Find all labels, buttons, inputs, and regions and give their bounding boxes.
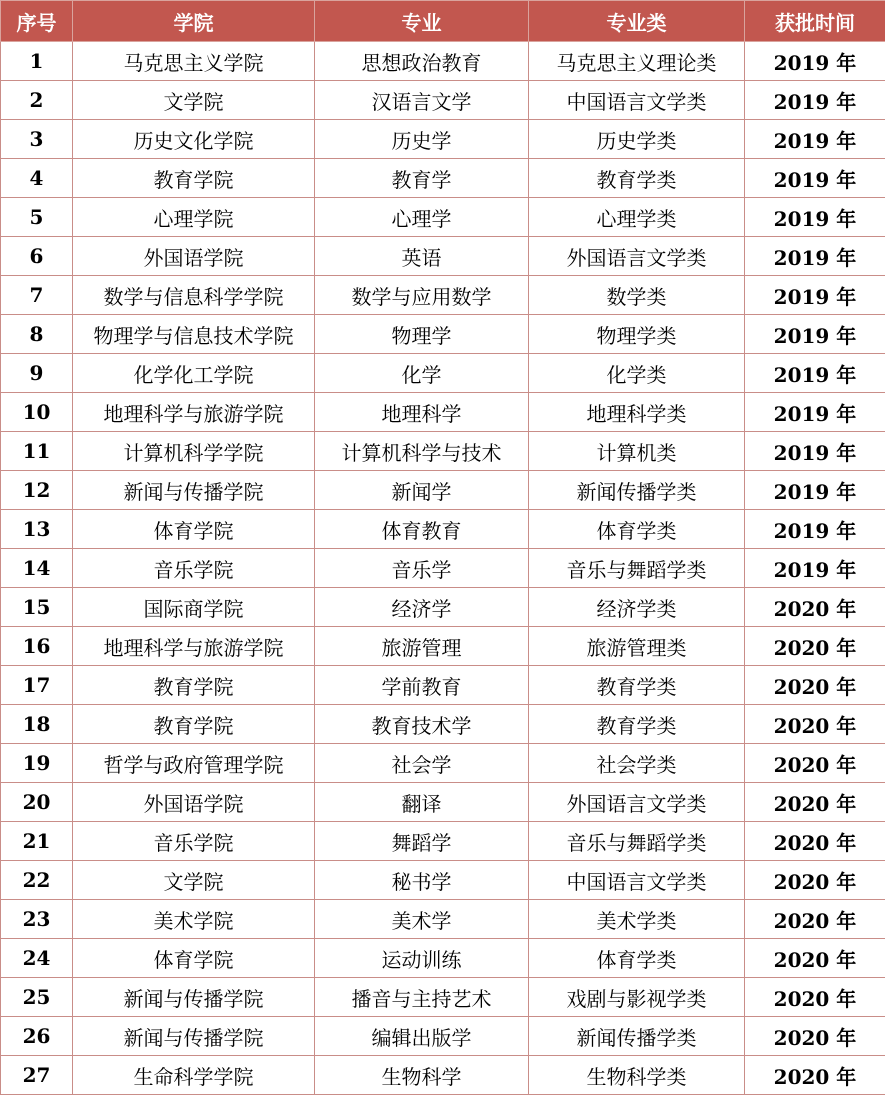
major-cell: 教育学 [315, 159, 529, 198]
school-cell: 音乐学院 [73, 549, 315, 588]
serial-number-cell: 7 [1, 276, 73, 315]
major-category-cell: 社会学类 [529, 744, 745, 783]
serial-number-cell: 6 [1, 237, 73, 276]
serial-number-cell: 22 [1, 861, 73, 900]
serial-number-cell: 21 [1, 822, 73, 861]
major-cell: 音乐学 [315, 549, 529, 588]
major-cell: 数学与应用数学 [315, 276, 529, 315]
serial-number-cell: 25 [1, 978, 73, 1017]
approval-time-cell: 2019 年 [745, 432, 885, 471]
major-category-cell: 生物科学类 [529, 1056, 745, 1095]
table-row [1, 159, 885, 198]
major-category-cell: 历史学类 [529, 120, 745, 159]
approval-time-cell: 2020 年 [745, 939, 885, 978]
school-cell: 音乐学院 [73, 822, 315, 861]
table-row [1, 393, 885, 432]
serial-number-cell: 4 [1, 159, 73, 198]
school-cell: 生命科学学院 [73, 1056, 315, 1095]
major-cell: 汉语言文学 [315, 81, 529, 120]
table-row [1, 276, 885, 315]
school-cell: 计算机科学学院 [73, 432, 315, 471]
table-row [1, 42, 885, 81]
table-row [1, 120, 885, 159]
approval-time-cell: 2019 年 [745, 276, 885, 315]
school-cell: 教育学院 [73, 159, 315, 198]
serial-number-cell: 23 [1, 900, 73, 939]
table-row [1, 354, 885, 393]
school-cell: 文学院 [73, 81, 315, 120]
major-category-cell: 教育学类 [529, 705, 745, 744]
approval-time-cell: 2020 年 [745, 783, 885, 822]
major-cell: 翻译 [315, 783, 529, 822]
approval-time-cell: 2019 年 [745, 159, 885, 198]
serial-number-cell: 24 [1, 939, 73, 978]
approval-time-cell: 2020 年 [745, 627, 885, 666]
major-cell: 社会学 [315, 744, 529, 783]
school-cell: 物理学与信息技术学院 [73, 315, 315, 354]
approval-time-cell: 2019 年 [745, 393, 885, 432]
table-row [1, 822, 885, 861]
approval-time-cell: 2020 年 [745, 1056, 885, 1095]
major-cell: 运动训练 [315, 939, 529, 978]
major-category-cell: 戏剧与影视学类 [529, 978, 745, 1017]
approval-time-cell: 2020 年 [745, 705, 885, 744]
serial-number-cell: 5 [1, 198, 73, 237]
serial-number-cell: 27 [1, 1056, 73, 1095]
approval-time-cell: 2020 年 [745, 900, 885, 939]
school-cell: 新闻与传播学院 [73, 978, 315, 1017]
major-cell: 英语 [315, 237, 529, 276]
table-row [1, 666, 885, 705]
serial-number-cell: 12 [1, 471, 73, 510]
major-cell: 经济学 [315, 588, 529, 627]
table-row [1, 588, 885, 627]
table-row [1, 1056, 885, 1095]
approval-time-cell: 2019 年 [745, 549, 885, 588]
table-body [1, 42, 885, 1095]
table-row [1, 510, 885, 549]
major-category-cell: 新闻传播学类 [529, 471, 745, 510]
table-row [1, 471, 885, 510]
school-cell: 体育学院 [73, 939, 315, 978]
header-school: 学院 [73, 1, 315, 42]
table-row [1, 705, 885, 744]
header-major-category: 专业类 [529, 1, 745, 42]
school-cell: 外国语学院 [73, 783, 315, 822]
serial-number-cell: 11 [1, 432, 73, 471]
serial-number-cell: 26 [1, 1017, 73, 1056]
serial-number-cell: 20 [1, 783, 73, 822]
major-category-cell: 教育学类 [529, 666, 745, 705]
major-category-cell: 中国语言文学类 [529, 861, 745, 900]
school-cell: 马克思主义学院 [73, 42, 315, 81]
school-cell: 新闻与传播学院 [73, 1017, 315, 1056]
major-category-cell: 新闻传播学类 [529, 1017, 745, 1056]
school-cell: 哲学与政府管理学院 [73, 744, 315, 783]
major-cell: 学前教育 [315, 666, 529, 705]
school-cell: 数学与信息科学学院 [73, 276, 315, 315]
serial-number-cell: 18 [1, 705, 73, 744]
major-cell: 地理科学 [315, 393, 529, 432]
approval-time-cell: 2019 年 [745, 120, 885, 159]
header-serial-number: 序号 [1, 1, 73, 42]
table-row [1, 861, 885, 900]
major-cell: 新闻学 [315, 471, 529, 510]
approval-time-cell: 2019 年 [745, 354, 885, 393]
table-row [1, 81, 885, 120]
major-category-cell: 旅游管理类 [529, 627, 745, 666]
school-cell: 化学化工学院 [73, 354, 315, 393]
school-cell: 教育学院 [73, 705, 315, 744]
school-cell: 文学院 [73, 861, 315, 900]
major-category-cell: 美术学类 [529, 900, 745, 939]
serial-number-cell: 17 [1, 666, 73, 705]
major-cell: 计算机科学与技术 [315, 432, 529, 471]
school-cell: 外国语学院 [73, 237, 315, 276]
major-cell: 生物科学 [315, 1056, 529, 1095]
table-row [1, 432, 885, 471]
table-row [1, 1017, 885, 1056]
table-row [1, 939, 885, 978]
approval-time-cell: 2020 年 [745, 588, 885, 627]
table-row [1, 237, 885, 276]
major-category-cell: 体育学类 [529, 939, 745, 978]
serial-number-cell: 10 [1, 393, 73, 432]
serial-number-cell: 19 [1, 744, 73, 783]
school-cell: 美术学院 [73, 900, 315, 939]
major-cell: 舞蹈学 [315, 822, 529, 861]
major-cell: 思想政治教育 [315, 42, 529, 81]
approval-time-cell: 2020 年 [745, 861, 885, 900]
major-category-cell: 外国语言文学类 [529, 783, 745, 822]
serial-number-cell: 15 [1, 588, 73, 627]
major-cell: 播音与主持艺术 [315, 978, 529, 1017]
serial-number-cell: 8 [1, 315, 73, 354]
approval-time-cell: 2020 年 [745, 1017, 885, 1056]
table-row [1, 900, 885, 939]
major-category-cell: 化学类 [529, 354, 745, 393]
approval-time-cell: 2019 年 [745, 510, 885, 549]
major-category-cell: 心理学类 [529, 198, 745, 237]
major-cell: 秘书学 [315, 861, 529, 900]
major-category-cell: 教育学类 [529, 159, 745, 198]
school-cell: 心理学院 [73, 198, 315, 237]
school-cell: 国际商学院 [73, 588, 315, 627]
major-category-cell: 音乐与舞蹈学类 [529, 549, 745, 588]
approval-time-cell: 2020 年 [745, 666, 885, 705]
approval-time-cell: 2019 年 [745, 42, 885, 81]
major-cell: 物理学 [315, 315, 529, 354]
major-cell: 美术学 [315, 900, 529, 939]
major-category-cell: 地理科学类 [529, 393, 745, 432]
major-cell: 旅游管理 [315, 627, 529, 666]
major-cell: 历史学 [315, 120, 529, 159]
major-category-cell: 物理学类 [529, 315, 745, 354]
serial-number-cell: 14 [1, 549, 73, 588]
major-cell: 体育教育 [315, 510, 529, 549]
approval-time-cell: 2019 年 [745, 471, 885, 510]
major-category-cell: 马克思主义理论类 [529, 42, 745, 81]
approval-time-cell: 2020 年 [745, 978, 885, 1017]
school-cell: 新闻与传播学院 [73, 471, 315, 510]
approval-time-cell: 2020 年 [745, 822, 885, 861]
serial-number-cell: 16 [1, 627, 73, 666]
approval-time-cell: 2020 年 [745, 744, 885, 783]
table-row [1, 744, 885, 783]
approval-time-cell: 2019 年 [745, 198, 885, 237]
table-row [1, 198, 885, 237]
major-cell: 心理学 [315, 198, 529, 237]
school-cell: 历史文化学院 [73, 120, 315, 159]
major-category-cell: 中国语言文学类 [529, 81, 745, 120]
table-row [1, 978, 885, 1017]
serial-number-cell: 2 [1, 81, 73, 120]
major-category-cell: 数学类 [529, 276, 745, 315]
table-row [1, 315, 885, 354]
major-category-cell: 计算机类 [529, 432, 745, 471]
header-approval-time: 获批时间 [745, 1, 885, 42]
school-cell: 地理科学与旅游学院 [73, 627, 315, 666]
table-row [1, 627, 885, 666]
major-category-cell: 体育学类 [529, 510, 745, 549]
school-cell: 体育学院 [73, 510, 315, 549]
major-category-cell: 外国语言文学类 [529, 237, 745, 276]
table-row [1, 549, 885, 588]
approval-time-cell: 2019 年 [745, 315, 885, 354]
school-cell: 地理科学与旅游学院 [73, 393, 315, 432]
header-major: 专业 [315, 1, 529, 42]
major-cell: 编辑出版学 [315, 1017, 529, 1056]
approval-time-cell: 2019 年 [745, 237, 885, 276]
approval-time-cell: 2019 年 [745, 81, 885, 120]
major-category-cell: 经济学类 [529, 588, 745, 627]
major-cell: 教育技术学 [315, 705, 529, 744]
school-cell: 教育学院 [73, 666, 315, 705]
table-header-row [1, 1, 885, 42]
serial-number-cell: 3 [1, 120, 73, 159]
serial-number-cell: 9 [1, 354, 73, 393]
major-cell: 化学 [315, 354, 529, 393]
serial-number-cell: 13 [1, 510, 73, 549]
table-row [1, 783, 885, 822]
serial-number-cell: 1 [1, 42, 73, 81]
major-category-cell: 音乐与舞蹈学类 [529, 822, 745, 861]
